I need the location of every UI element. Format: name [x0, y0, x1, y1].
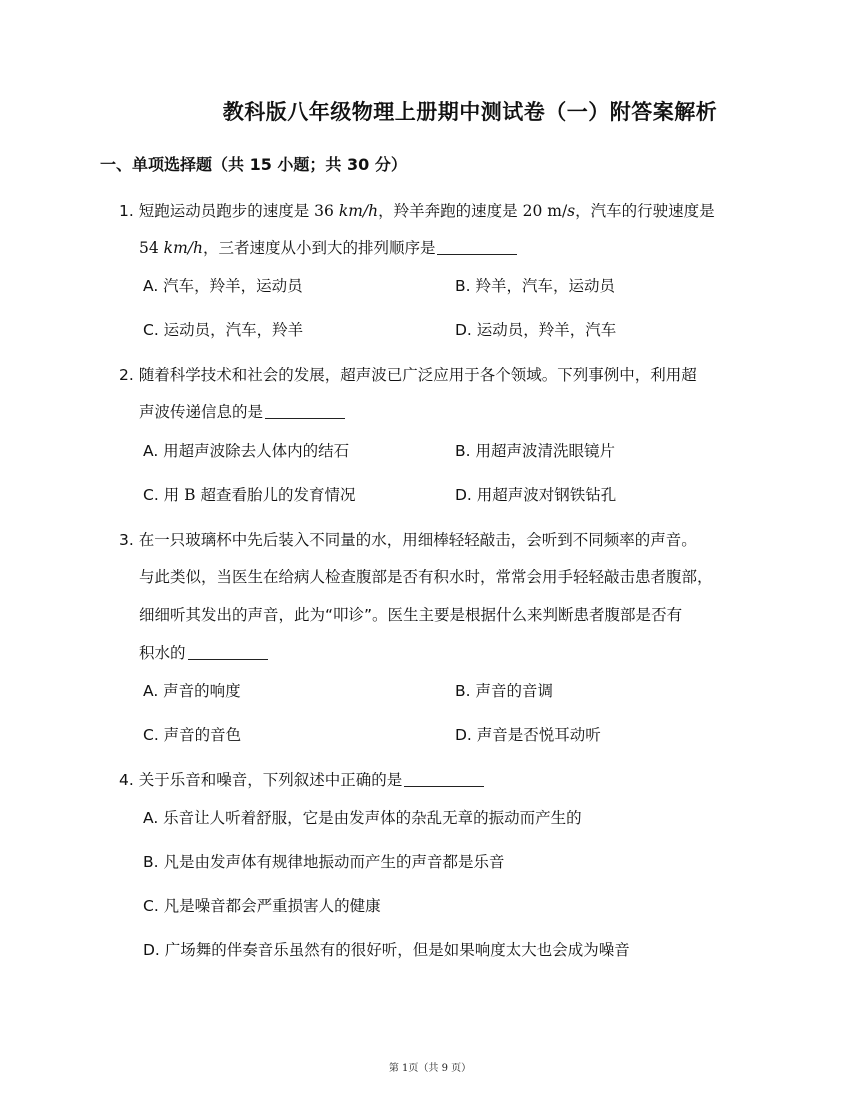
q3-option-c[interactable]: C. 声音的音色 — [143, 726, 242, 744]
q1-unit-2a: m/ — [547, 202, 568, 220]
q1-option-c[interactable]: C. 运动员，汽车，羚羊 — [143, 321, 304, 339]
question-3-line-4 — [139, 641, 268, 663]
question-3-line-2: 与此类似，当医生在给病人检查腹部是否有积水时，常常会用手轻轻敲击患者腹部， — [139, 568, 713, 586]
question-1-line-2 — [139, 236, 517, 258]
q2-option-c-pre: C. 用 — [143, 486, 180, 504]
q4-text: 4. 关于乐音和噪音，下列叙述中正确的是 — [119, 771, 403, 789]
q4-option-c[interactable]: C. 凡是噪音都会严重损害人的健康 — [143, 897, 381, 915]
question-3-line-3: 细细听其发出的声音，此为“叩诊”。医生主要是根据什么来判断患者腹部是否有 — [139, 606, 683, 624]
q4-option-d[interactable]: D. 广场舞的伴奏音乐虽然有的很好听，但是如果响度太大也会成为噪音 — [143, 941, 630, 959]
q2-text: 声波传递信息的是 — [139, 403, 264, 421]
q2-option-a[interactable]: A. 用超声波除去人体内的结石 — [143, 442, 350, 460]
answer-blank[interactable] — [437, 240, 517, 255]
q1-unit-3: km/h — [163, 239, 203, 257]
question-4-line-1 — [119, 768, 484, 790]
question-1-line-1 — [119, 199, 715, 221]
q3-option-a[interactable]: A. 声音的响度 — [143, 682, 241, 700]
q1-value-1: 36 — [314, 202, 334, 220]
q1-option-d[interactable]: D. 运动员，羚羊，汽车 — [455, 321, 617, 339]
q3-option-d[interactable]: D. 声音是否悦耳动听 — [455, 726, 601, 744]
q1-text-tail: ，三者速度从小到大的排列顺序是 — [202, 239, 436, 257]
question-2-line-1: 2. 随着科学技术和社会的发展，超声波已广泛应用于各个领域。下列事例中，利用超 — [119, 366, 697, 384]
q1-value-2: 20 — [522, 202, 543, 220]
question-2-line-2 — [139, 400, 345, 422]
section-heading: 一、单项选择题（共 15 小题；共 30 分） — [100, 155, 407, 174]
q2-option-b[interactable]: B. 用超声波清洗眼镜片 — [455, 442, 615, 460]
q2-option-c[interactable] — [143, 483, 355, 505]
q1-text-mid-1: ，羚羊奔跑的速度是 — [378, 202, 518, 220]
q1-value-3: 54 — [139, 239, 159, 257]
page-footer: 第 1页（共 9 页） — [388, 1063, 472, 1074]
q2-option-c-letter: B — [184, 486, 196, 504]
answer-blank[interactable] — [404, 772, 484, 787]
q1-unit-2b: s — [567, 202, 576, 220]
q4-option-a[interactable]: A. 乐音让人听着舒服，它是由发声体的杂乱无章的振动而产生的 — [143, 809, 582, 827]
q1-option-a[interactable]: A. 汽车，羚羊，运动员 — [143, 277, 303, 295]
q1-text-start: 1. 短跑运动员跑步的速度是 — [119, 202, 310, 220]
q3-option-b[interactable]: B. 声音的音调 — [455, 682, 553, 700]
question-3-line-1: 3. 在一只玻璃杯中先后装入不同量的水，用细棒轻轻敲击，会听到不同频率的声音。 — [119, 531, 697, 549]
q3-text: 积水的 — [139, 644, 186, 662]
q2-option-c-post: 超查看胎儿的发育情况 — [200, 486, 356, 504]
answer-blank[interactable] — [265, 404, 345, 419]
q1-text-mid-2: ，汽车的行驶速度是 — [575, 202, 715, 220]
q1-unit-1: km/h — [338, 202, 379, 220]
page-title: 教科版八年级物理上册期中测试卷（一）附答案解析 — [222, 100, 718, 124]
answer-blank[interactable] — [188, 645, 268, 660]
q2-option-d[interactable]: D. 用超声波对钢铁钻孔 — [455, 486, 617, 504]
q4-option-b[interactable]: B. 凡是由发声体有规律地振动而产生的声音都是乐音 — [143, 853, 505, 871]
q1-option-b[interactable]: B. 羚羊，汽车，运动员 — [455, 277, 615, 295]
